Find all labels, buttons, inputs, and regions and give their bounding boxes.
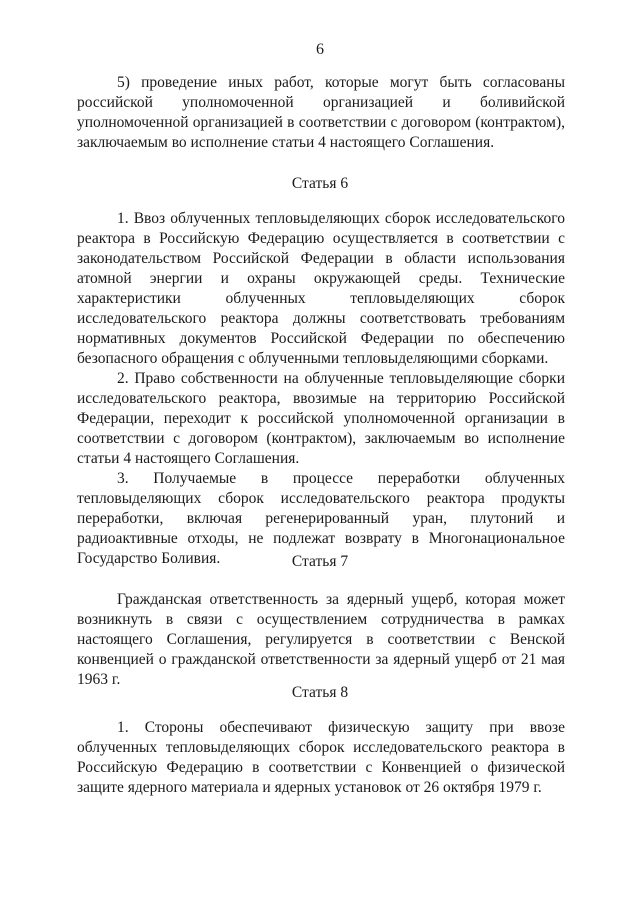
article-8-paragraph-1: 1. Стороны обеспечивают физическую защиту при ввозе облученных тепловыделяющих сборок исследовательского реактора в Российскую Федерацию в соответствии с Конвенцией о физической защите ядерного материала и ядерных установок от 26 октября 1979 г. — [77, 719, 565, 796]
item-5-block — [77, 73, 565, 153]
article-6-paragraph-2: 2. Право собственности на облученные тепловыделяющие сборки исследовательского реактора, ввозимые на территорию Российской Федерации, переходит к российской уполномоченной организации в соответствии с договором (контрактом), заключаемым во исполнение статьи 4 настоящего Соглашения. — [77, 370, 565, 467]
article-8-heading: Статья 8 — [291, 684, 349, 701]
article-7-paragraph-1: Гражданская ответственность за ядерный ущерб, которая может возникнуть в связи с осуществлением сотрудничества в рамках настоящего Соглашения, регулируется в соответствии с Венской конвенцией о гражданской ответственности за ядерный ущерб от 21 мая 1963 г. — [77, 591, 565, 688]
article-7-body — [77, 590, 565, 690]
article-6-paragraph-1: 1. Ввоз облученных тепловыделяющих сборок исследовательского реактора в Российскую Федерацию осуществляется в соответствии с законодательством Российской Федерации в области использования атомной энергии и охраны окружающей среды. Технические характеристики облученных тепловыделяющих сборок исследовательского реактора должны соответствовать требованиям нормативных документов Российской Федерации по обеспечению безопасного обращения с облученными тепловыделяющими сборками. — [77, 210, 565, 367]
page-number: 6 — [316, 41, 324, 58]
article-6-paragraph-3: 3. Получаемые в процессе переработки облученных тепловыделяющих сборок исследовательского реактора продукты переработки, включая регенерированный уран, плутоний и радиоактивные отходы, не подлежат возврату в Многонациональное Государство Боливия. — [77, 470, 565, 567]
article-6-heading: Статья 6 — [291, 175, 349, 192]
article-6-body — [77, 209, 565, 569]
article-7-heading: Статья 7 — [291, 553, 349, 570]
item-5-paragraph: 5) проведение иных работ, которые могут быть согласованы российской уполномоченной организацией и боливийской уполномоченной организацией в соответствии с договором (контрактом), заключаемым во исполнение статьи 4 настоящего Соглашения. — [77, 74, 565, 151]
article-8-body — [77, 718, 565, 798]
